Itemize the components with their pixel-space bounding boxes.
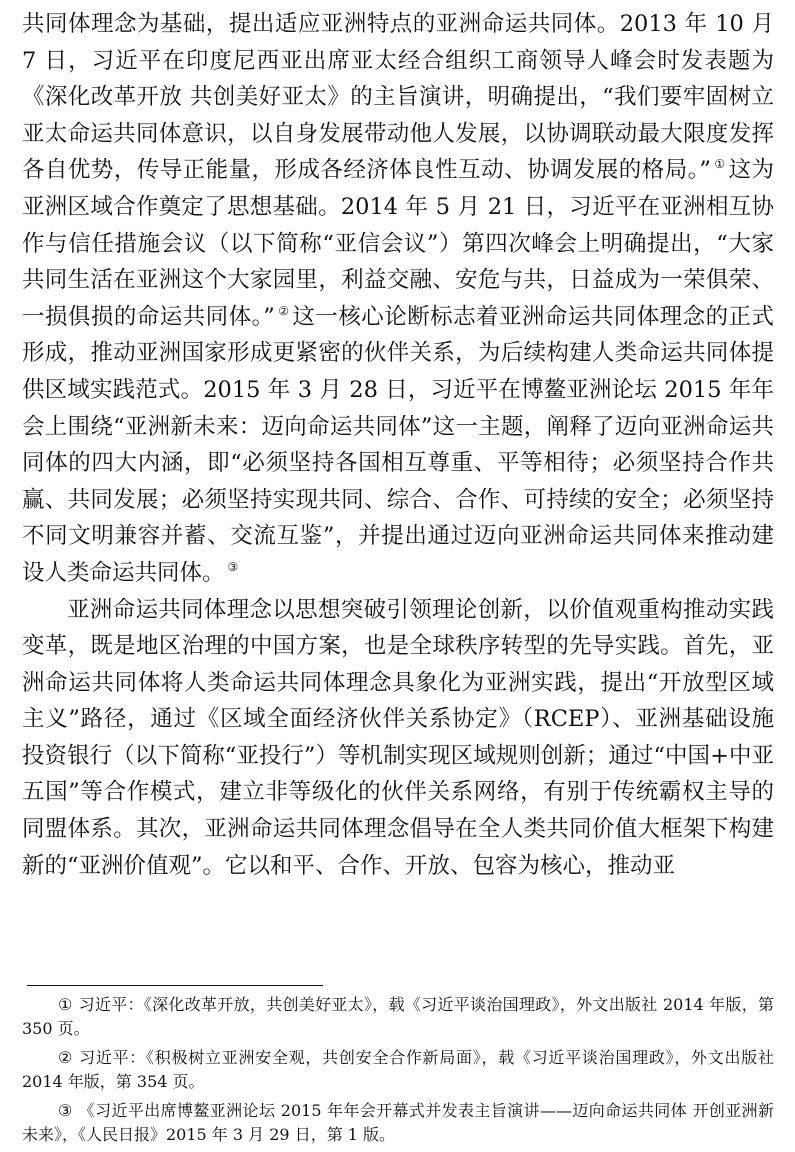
footnote-1	[22, 993, 774, 1041]
footnote-2	[22, 1046, 774, 1094]
paragraph-1	[22, 6, 774, 592]
paragraph-2	[22, 592, 774, 885]
footnote-text: 习近平：《积极树立亚洲安全观，共创安全合作新局面》，载《习近平谈治国理政》，外文出版社 2014 年版，第 354 页。	[22, 1048, 774, 1091]
paragraph-text: 亚洲命运共同体理念以思想突破引领理论创新，以价值观重构推动实践变革，既是地区治理的中国方案，也是全球秩序转型的先导实践。首先，亚洲命运共同体将人类命运共同体理念具象化为亚洲实践，提出“开放型区域主义”路径，通过《区域全面经济伙伴关系协定》（RCEP）、亚洲基础设施投资银行（以下简称“亚投行”）等机制实现区域规则创新；通过“中国+中亚五国”等合作模式，建立非等级化的伙伴关系网络，有别于传统霸权主导的同盟体系。其次，亚洲命运共同体理念倡导在全人类共同价值大框架下构建新的“亚洲价值观”。它以和平、合作、开放、包容为核心，推动亚	[22, 596, 774, 879]
footnotes	[22, 993, 774, 1152]
footnote-divider	[27, 985, 323, 986]
footnote-3	[22, 1099, 774, 1147]
footnote-reference[interactable]: ③	[227, 559, 239, 574]
paragraph-text: 共同体理念为基础，提出适应亚洲特点的亚洲命运共同体。2013 年 10 月 7 日，习近平在印度尼西亚出席亚太经合组织工商领导人峰会时发表题为《深化改革开放 共创美好亚太》的主旨演讲，明确提出，“我们要牢固树立亚太命运共同体意识，以自身发展带动他人发展，以协调联动最大限度发挥各自优势，传导正能量，形成各经济体良性互动、协调发展的格局。”	[22, 11, 774, 184]
footnote-text: 习近平：《深化改革开放，共创美好亚太》，载《习近平谈治国理政》，外文出版社 2014 年版，第 350 页。	[22, 995, 774, 1038]
paragraph-text: 这为亚洲区域合作奠定了思想基础。2014 年 5 月 21 日，习近平在亚洲相互协作与信任措施会议（以下简称“亚信会议”）第四次峰会上明确提出，“大家共同生活在亚洲这个大家园里，利益交融、安危与共，日益成为一荣俱荣、一损俱损的命运共同体。”	[22, 157, 774, 330]
footnote-text: 《习近平出席博鳌亚洲论坛 2015 年年会开幕式并发表主旨演讲——迈向命运共同体 开创亚洲新未来》，《人民日报》2015 年 3 月 29 日，第 1 版。	[22, 1101, 775, 1144]
footnote-mark: ②	[58, 1048, 74, 1067]
footnote-reference[interactable]: ①	[713, 157, 726, 172]
paragraph-text: 这一核心论断标志着亚洲命运共同体理念的正式形成，推动亚洲国家形成更紧密的伙伴关系，为后续构建人类命运共同体提供区域实践范式。2015 年 3 月 28 日，习近平在博鳌亚洲论坛 2015 年年会上围绕“亚洲新未来：迈向命运共同体”这一主题，阐释了迈向亚洲命运共同体的四大内涵，即“必须坚持各国相互尊重、平等相待；必须坚持合作共赢、共同发展；必须坚持实现共同、综合、合作、可持续的安全；必须坚持不同文明兼容并蓄、交流互鉴”，并提出通过迈向亚洲命运共同体来推动建设人类命运共同体。	[22, 303, 774, 586]
footnote-mark: ①	[58, 995, 73, 1014]
footnote-reference[interactable]: ②	[277, 303, 290, 318]
body-text	[22, 6, 774, 884]
footnote-mark: ③	[58, 1101, 73, 1120]
